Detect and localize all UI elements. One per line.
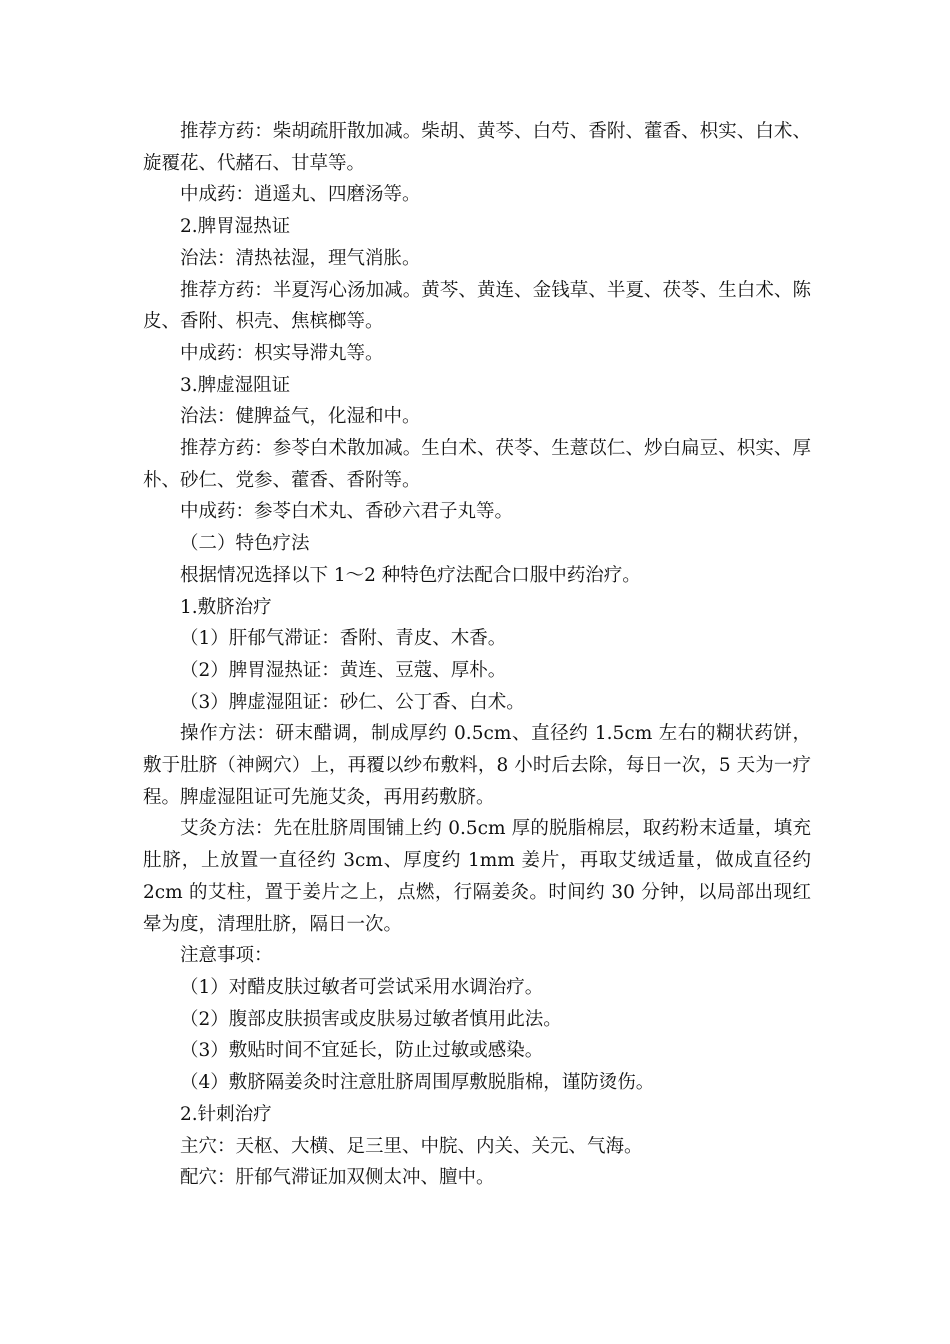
paragraph-special-therapies-intro: 根据情况选择以下 1～2 种特色疗法配合口服中药治疗。 — [180, 564, 641, 586]
paragraph-recommended-formula-damp-heat: 推荐方药：半夏泻心汤加减。黄芩、黄连、金钱草、半夏、茯苓、生白术、陈皮、香附、枳壳、焦槟榔等。 — [143, 279, 811, 333]
heading-navel-application: 1.敷脐治疗 — [180, 596, 272, 618]
paragraph-moxibustion-method: 艾灸方法：先在肚脐周围铺上约 0.5cm 厚的脱脂棉层，取药粉末适量，填充肚脐，上放置一直径约 3cm、厚度约 1mm 姜片，再取艾绒适量，做成直径约 2cm 的艾柱，置于姜片之上，点燃，行隔姜灸。时间约 30 分钟，以局部出现红晕为度，清理肚脐，隔日一次。 — [143, 818, 811, 935]
list-item-precaution-3: （3）敷贴时间不宜延长，防止过敏或感染。 — [180, 1040, 544, 1062]
list-item-navel-liver: （1）肝郁气滞证：香附、青皮、木香。 — [180, 628, 507, 650]
heading-spleen-stomach-damp-heat: 2.脾胃湿热证 — [180, 216, 291, 238]
paragraph-patent-medicine-liver: 中成药：逍遥丸、四磨汤等。 — [180, 184, 421, 206]
paragraph-main-points: 主穴：天枢、大横、足三里、中脘、内关、关元、气海。 — [180, 1135, 643, 1157]
list-item-precaution-2: （2）腹部皮肤损害或皮肤易过敏者慎用此法。 — [180, 1008, 562, 1030]
document-body — [143, 116, 811, 1194]
list-item-precaution-4: （4）敷脐隔姜灸时注意肚脐周围厚敷脱脂棉，谨防烫伤。 — [180, 1072, 655, 1094]
list-item-navel-spleen-deficiency: （3）脾虚湿阻证：砂仁、公丁香、白术。 — [180, 691, 525, 713]
list-item-navel-damp-heat: （2）脾胃湿热证：黄连、豆蔻、厚朴。 — [180, 659, 507, 681]
paragraph-recommended-formula-liver: 推荐方药：柴胡疏肝散加减。柴胡、黄芩、白芍、香附、藿香、枳实、白术、旋覆花、代赭石、甘草等。 — [143, 121, 811, 174]
paragraph-operation-method: 操作方法：研末醋调，制成厚约 0.5cm、直径约 1.5cm 左右的糊状药饼，敷于肚脐（神阙穴）上，再覆以纱布敷料，8 小时后去除，每日一次，5 天为一疗程。脾虚湿阻证可先施艾灸，再用药敷脐。 — [143, 723, 811, 808]
heading-acupuncture: 2.针刺治疗 — [180, 1103, 272, 1125]
paragraph-treatment-method-damp-heat: 治法：清热祛湿，理气消胀。 — [180, 247, 421, 269]
list-item-precaution-1: （1）对醋皮肤过敏者可尝试采用水调治疗。 — [180, 976, 544, 998]
heading-special-therapies: （二）特色疗法 — [180, 533, 310, 555]
paragraph-secondary-points: 配穴：肝郁气滞证加双侧太冲、膻中。 — [180, 1167, 495, 1189]
heading-spleen-deficiency-damp: 3.脾虚湿阻证 — [180, 374, 291, 396]
paragraph-patent-medicine-damp-heat: 中成药：枳实导滞丸等。 — [180, 342, 384, 364]
paragraph-treatment-method-spleen-deficiency: 治法：健脾益气，化湿和中。 — [180, 406, 421, 428]
heading-precautions: 注意事项： — [180, 945, 273, 967]
paragraph-recommended-formula-spleen-deficiency: 推荐方药：参苓白术散加减。生白术、茯苓、生薏苡仁、炒白扁豆、枳实、厚朴、砂仁、党参、藿香、香附等。 — [143, 438, 811, 491]
paragraph-patent-medicine-spleen-deficiency: 中成药：参苓白术丸、香砂六君子丸等。 — [180, 501, 514, 523]
